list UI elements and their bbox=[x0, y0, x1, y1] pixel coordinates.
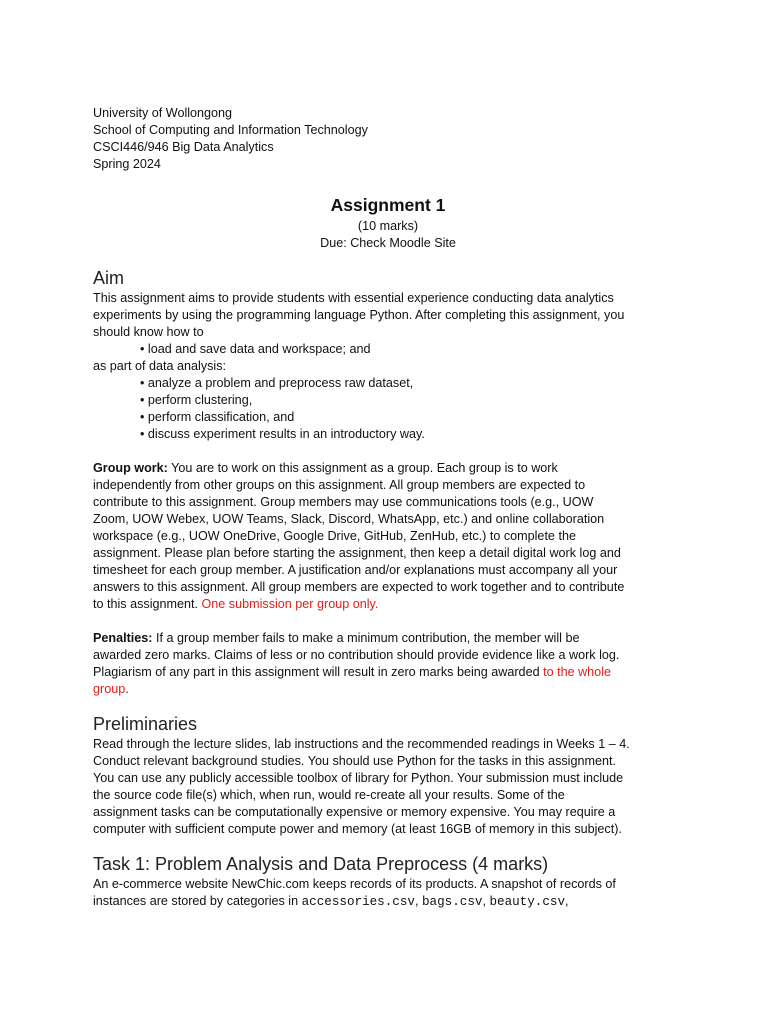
preliminaries-line: Read through the lecture slides, lab instructions and the recommended readings in Weeks 1 – 4. bbox=[93, 737, 630, 751]
task1-text: instances are stored by categories in bbox=[93, 894, 302, 908]
group-work-text: You are to work on this assignment as a group. Each group is to work bbox=[167, 461, 558, 475]
group-work-line: workspace (e.g., UOW OneDrive, Google Drive, GitHub, ZenHub, etc.) to complete the bbox=[93, 529, 576, 543]
group-work-label: Group work: bbox=[93, 461, 168, 475]
aim-heading: Aim bbox=[93, 268, 124, 288]
marks-note: (10 marks) bbox=[357, 219, 419, 233]
aim-bullet: • load and save data and workspace; and bbox=[140, 342, 371, 356]
group-work-line: Zoom, UOW Webex, UOW Teams, Slack, Discord, WhatsApp, etc.) and online collaboration bbox=[93, 512, 605, 526]
aim-bullet: • perform classification, and bbox=[140, 410, 295, 424]
preliminaries-line: assignment tasks can be computationally expensive or memory expensive. You may require a bbox=[93, 805, 616, 819]
penalties-text: Plagiarism of any part in this assignment will result in zero marks being awarded bbox=[93, 665, 544, 679]
aim-line: This assignment aims to provide students with essential experience conducting data analytics bbox=[93, 291, 614, 305]
aim-bullet: • perform clustering, bbox=[140, 393, 253, 407]
aim-line: experiments by using the programming language Python. After completing this assignment, you bbox=[93, 308, 625, 322]
separator: , bbox=[482, 894, 490, 908]
task1-line: An e-commerce website NewChic.com keeps records of its products. A snapshot of records of bbox=[93, 877, 616, 891]
file-name: bags.csv bbox=[421, 895, 483, 909]
penalties-paragraph bbox=[93, 630, 683, 698]
aim-line: should know how to bbox=[93, 325, 204, 339]
penalties-line bbox=[93, 630, 683, 647]
file-name: beauty.csv bbox=[489, 895, 566, 909]
page-title: Assignment 1 bbox=[330, 195, 446, 215]
preliminaries-line: You can use any publicly accessible toolbox of library for Python. Your submission must include bbox=[93, 771, 624, 785]
university-name: University of Wollongong bbox=[93, 106, 233, 120]
group-work-line: independently from other groups on this assignment. All group members are expected to bbox=[93, 478, 586, 492]
group-work-line bbox=[93, 596, 683, 613]
institution-header bbox=[93, 105, 683, 173]
penalties-text: If a group member fails to make a minimum contribution, the member will be bbox=[152, 631, 580, 645]
penalties-label: Penalties: bbox=[93, 631, 153, 645]
preliminaries-heading: Preliminaries bbox=[93, 714, 198, 734]
semester: Spring 2024 bbox=[93, 157, 161, 171]
file-name: accessories.csv bbox=[301, 895, 415, 909]
document-content bbox=[93, 105, 683, 911]
task1-heading: Task 1: Problem Analysis and Data Preprocess (4 marks) bbox=[93, 854, 549, 874]
school-name: School of Computing and Information Technology bbox=[93, 123, 368, 137]
group-work-paragraph bbox=[93, 460, 683, 613]
group-work-line: contribute to this assignment. Group members may use communications tools (e.g., UOW bbox=[93, 495, 594, 509]
submission-note: One submission per group only. bbox=[201, 597, 379, 611]
preliminaries-line: Conduct relevant background studies. You should use Python for the tasks in this assignment. bbox=[93, 754, 616, 768]
separator: , bbox=[414, 894, 422, 908]
penalty-highlight: to the whole bbox=[543, 665, 611, 679]
aim-bullet: • discuss experiment results in an introductory way. bbox=[140, 427, 425, 441]
preliminaries-line: the source code file(s) which, when run, would re-create all your results. Some of the bbox=[93, 788, 565, 802]
due-note: Due: Check Moodle Site bbox=[320, 236, 456, 250]
course-code: CSCI446/946 Big Data Analytics bbox=[93, 140, 274, 154]
title-block bbox=[93, 192, 683, 252]
group-work-line bbox=[93, 460, 683, 477]
task1-line bbox=[93, 893, 683, 911]
preliminaries-paragraph bbox=[93, 736, 683, 838]
separator: , bbox=[565, 894, 569, 908]
group-work-line: assignment. Please plan before starting the assignment, then keep a detail digital work log and bbox=[93, 546, 621, 560]
aim-bullet: • analyze a problem and preprocess raw dataset, bbox=[140, 376, 414, 390]
penalties-line bbox=[93, 681, 683, 698]
penalties-line bbox=[93, 664, 683, 681]
aim-paragraph bbox=[93, 290, 683, 443]
group-work-line: answers to this assignment. All group members are expected to work together and to contribute bbox=[93, 580, 625, 594]
penalties-text: . bbox=[125, 682, 129, 696]
group-work-text: to this assignment. bbox=[93, 597, 202, 611]
penalty-highlight: group bbox=[93, 682, 126, 696]
preliminaries-line: computer with sufficient compute power and memory (at least 16GB of memory in this subject). bbox=[93, 822, 622, 836]
task1-paragraph bbox=[93, 876, 683, 911]
group-work-line: timesheet for each group member. A justification and/or explanations must accompany all your bbox=[93, 563, 618, 577]
aim-line: as part of data analysis: bbox=[93, 359, 227, 373]
penalties-line: awarded zero marks. Claims of less or no contribution should provide evidence like a work log. bbox=[93, 648, 620, 662]
